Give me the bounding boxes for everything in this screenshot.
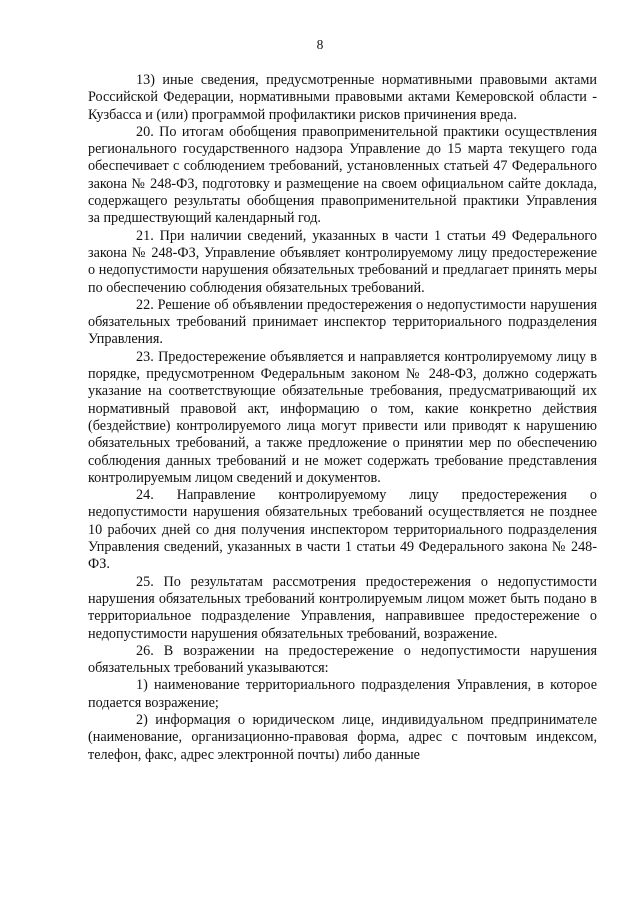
paragraph-21: 21. При наличии сведений, указанных в части 1 статьи 49 Федерального закона № 248-ФЗ, Управление объявляет контролируемому лицу предостережение о недопустимости нарушения обязательных требований и предлагает принять меры по обеспечению соблюдения обязательных требований. — [88, 227, 597, 296]
paragraph-26-item-1: 1) наименование территориального подразделения Управления, в которое подается возражение; — [88, 677, 597, 711]
page-number: 8 — [316, 37, 324, 52]
paragraph-22: 22. Решение об объявлении предостережения о недопустимости нарушения обязательных требований принимает инспектор территориального подразделения Управления. — [88, 296, 597, 348]
paragraph-20: 20. По итогам обобщения правоприменительной практики осуществления регионального государственного надзора Управление до 15 марта текущего года обеспечивает с соблюдением требований, установленных статьей 47 Федерального закона № 248-ФЗ, подготовку и размещение на своем официальном сайте доклада, содержащего результаты обобщения правоприменительной практики Управления за предшествующий календарный год. — [88, 123, 597, 227]
paragraph-24: 24. Направление контролируемому лицу предостережения о недопустимости нарушения обязательных требований осуществляется не позднее 10 рабочих дней со дня получения инспектором территориального подразделения Управления сведений, указанных в части 1 статьи 49 Федерального закона № 248-ФЗ. — [88, 487, 597, 573]
paragraph-23: 23. Предостережение объявляется и направляется контролируемому лицу в порядке, предусмотренном Федеральным законом № 248-ФЗ, должно содержать указание на соответствующие обязательные требования, предусматривающий их нормативный правовой акт, информацию о том, какие конкретно действия (бездействие) контролируемого лица могут привести или приводят к нарушению обязательных требований, а также предложение о принятии мер по обеспечению соблюдения данных требований и не может содержать требование представления контролируемым лицом сведений и документов. — [88, 348, 597, 486]
paragraph-26: 26. В возражении на предостережение о недопустимости нарушения обязательных требований указываются: — [88, 642, 597, 677]
paragraph-item-13: 13) иные сведения, предусмотренные нормативными правовыми актами Российской Федерации, нормативными правовыми актами Кемеровской области - Кузбасса и (или) программой профилактики рисков причинения вреда. — [88, 72, 597, 123]
paragraph-25: 25. По результатам рассмотрения предостережения о недопустимости нарушения обязательных требований контролируемым лицом может быть подано в территориальное подразделение Управления, направившее предостережение о недопустимости нарушения обязательных требований, возражение. — [88, 573, 597, 642]
document-body — [88, 72, 597, 764]
paragraph-26-item-2: 2) информация о юридическом лице, индивидуальном предпринимателе (наименование, организационно-правовая форма, адрес с почтовым индексом, телефон, факс, адрес электронной почты) либо данные — [88, 711, 597, 763]
